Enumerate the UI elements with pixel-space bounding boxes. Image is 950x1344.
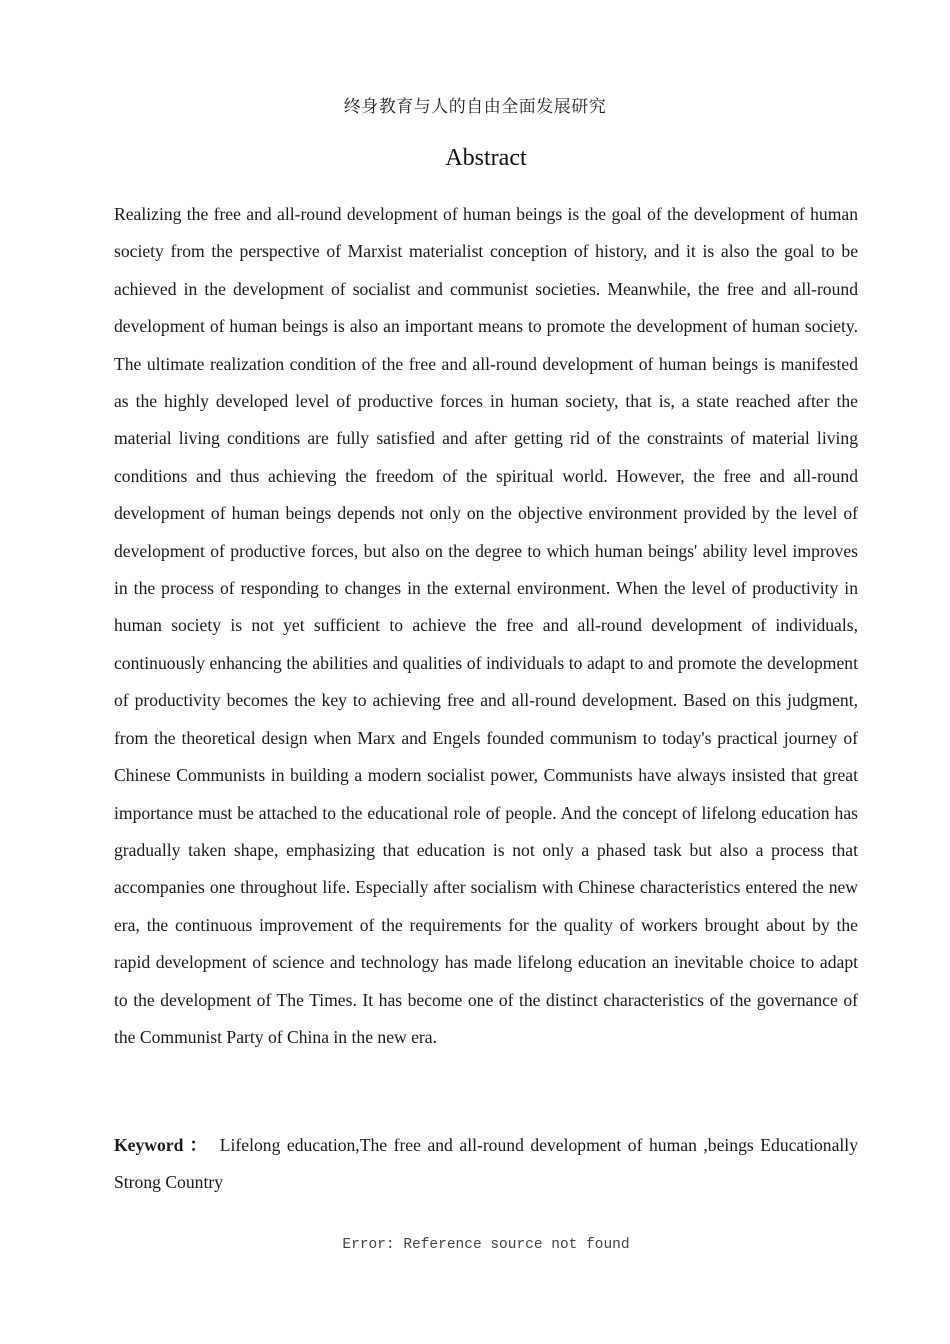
keywords-paragraph xyxy=(114,1127,858,1202)
page-footer: Error: Reference source not found xyxy=(342,1237,630,1253)
keywords-text: Lifelong education,The free and all-round development of human ,beings Educationally Strong Country xyxy=(114,1135,858,1193)
keywords-label: Keyword xyxy=(114,1135,184,1155)
page-header-title: 终身教育与人的自由全面发展研究 xyxy=(343,97,607,117)
abstract-heading: Abstract xyxy=(445,145,527,171)
abstract-body: Realizing the free and all-round development of human beings is the goal of the development of human society from the perspective of Marxist materialist conception of history, and it is also the goal to be achieved in the development of socialist and communist societies. Meanwhile, the free and all-round development of human beings is also an important means to promote the development of human society. The ultimate realization condition of the free and all-round development of human beings is manifested as the highly developed level of productive forces in human society, that is, a state reached after the material living conditions are fully satisfied and after getting rid of the constraints of material living conditions and thus achieving the freedom of the spiritual world. However, the free and all-round development of human beings depends not only on the objective environment provided by the level of development of productive forces, but also on the degree to which human beings' ability level improves in the process of responding to changes in the external environment. When the level of productivity in human society is not yet sufficient to achieve the free and all-round development of individuals, continuously enhancing the abilities and qualities of individuals to adapt to and promote the development of productivity becomes the key to achieving free and all-round development. Based on this judgment, from the theoretical design when Marx and Engels founded communism to today's practical journey of Chinese Communists in building a modern socialist power, Communists have always insisted that great importance must be attached to the educational role of people. And the concept of lifelong education has gradually taken shape, emphasizing that education is not only a phased task but also a process that accompanies one throughout life. Especially after socialism with Chinese characteristics entered the new era, the continuous improvement of the requirements for the quality of workers brought about by the rapid development of science and technology has made lifelong education an inevitable choice to adapt to the development of The Times. It has become one of the distinct characteristics of the governance of the Communist Party of China in the new era. xyxy=(114,204,858,1047)
keywords-separator: ： xyxy=(187,1135,210,1155)
